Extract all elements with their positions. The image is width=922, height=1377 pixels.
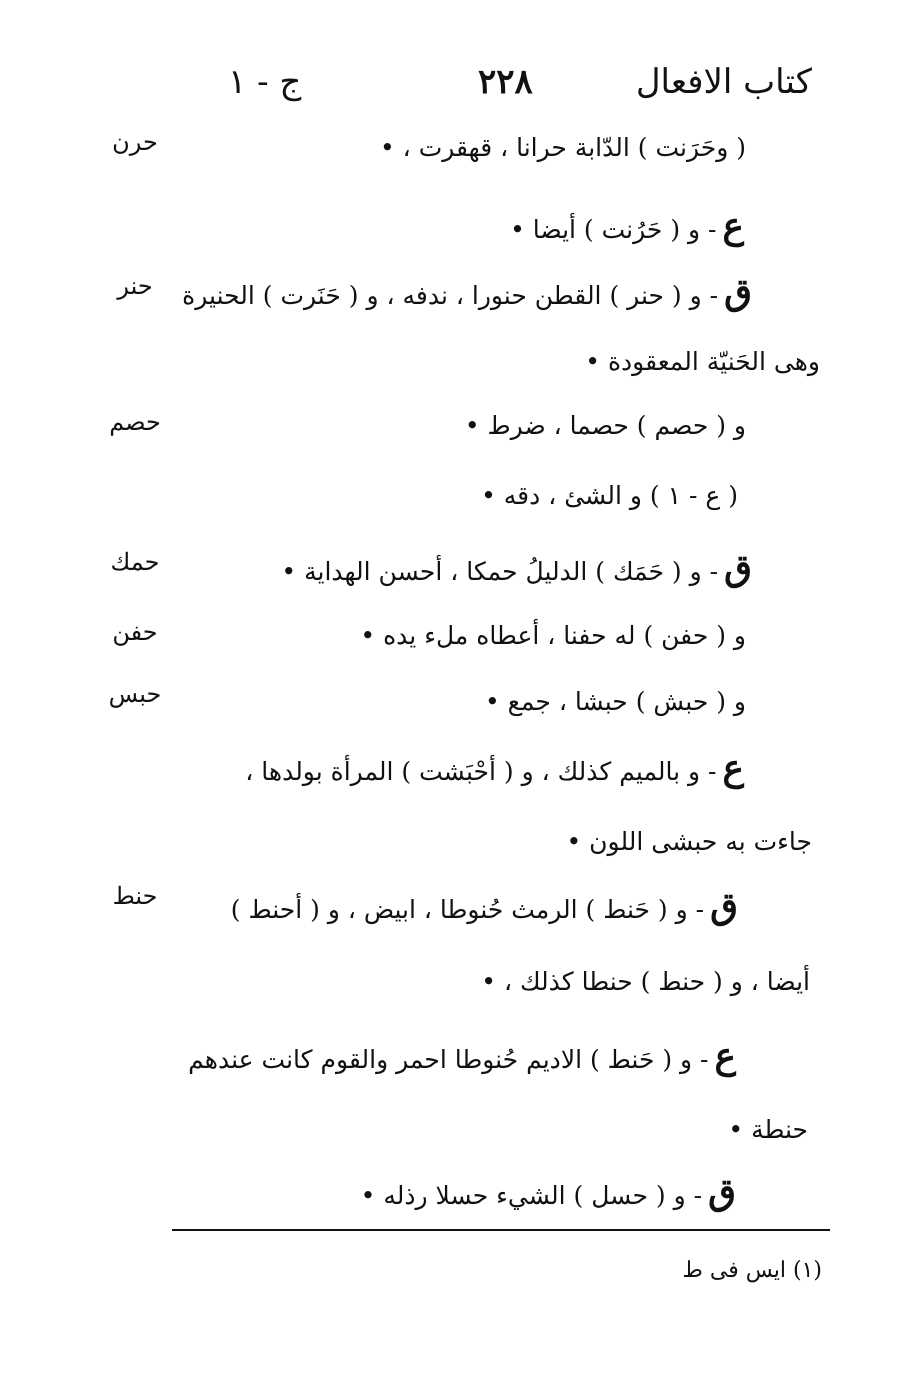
entry-text: و ( حفن ) له حفنا ، أعطاه ملء يده • [360,621,746,650]
entry-mark: ق [710,885,738,927]
root-word: حصم [109,408,161,436]
root-word [100,954,170,994]
entry-text: ( ع - ١ ) و الشئ ، دقه • [481,481,738,510]
entry-mark: ق [708,1171,736,1213]
page-number: ٢٢٨ [478,62,533,102]
root-word: حفن [112,618,158,646]
entry-line [566,818,818,858]
root-word [100,334,170,374]
root-word: حبس [108,680,162,708]
root-word: حنر [117,272,153,300]
entry-text: - و ( حَرُنت ) أيضا • [510,215,717,244]
footnote-divider [172,1229,830,1231]
root-word: حمك [110,548,160,576]
root-word: حرن [112,128,158,156]
entry-line [465,402,752,442]
entry-line [585,338,826,378]
entry-text: جاءت به حبشى اللون • [566,827,812,856]
entry-mark: ع [722,205,744,247]
entry-line [188,1036,736,1076]
root-word [100,1104,170,1144]
entry-line [245,748,744,788]
entry-line [481,958,816,998]
entry-text: أيضا ، و ( حنط ) حنطا كذلك ، • [481,967,810,996]
entry-mark: ع [714,1035,736,1077]
entry-mark: ق [724,547,752,589]
entry-line [485,678,752,718]
entry-line [361,1172,736,1212]
entry-line [481,472,744,512]
entry-line [281,548,752,588]
entry-text: و ( حصم ) حصما ، ضرط • [464,411,746,440]
entry-text: - و بالميم كذلك ، و ( أحْبَشت ) المرأة بولدها ، [245,757,717,786]
entry-text: - و ( حَنط ) الرمث حُنوطا ، ابيض ، و ( أحنط ) [230,895,705,924]
entry-line [380,124,752,164]
root-word: حنط [112,882,158,910]
entry-text: - و ( حَنط ) الاديم حُنوطا احمر والقوم كانت عندهم [188,1045,709,1074]
footnote: (١) ايس فى ط [682,1258,822,1283]
entry-text: - و ( حَمَك ) الدليلُ حمكا ، أحسن الهداية • [281,557,719,586]
book-title: كتاب الافعال [635,62,812,102]
entry-line [728,1106,814,1146]
entry-text: حنطة • [728,1115,808,1144]
entry-text: وهى الحَنيّة المعقودة • [585,347,820,376]
root-word [100,1168,170,1208]
root-word [100,1030,170,1070]
root-word [100,818,170,858]
entry-line [360,612,752,652]
root-word [100,202,170,242]
entry-text: ( وحَرَنت ) الدّابة حرانا ، قهقرت ، • [379,133,746,162]
entry-mark: ع [722,747,744,789]
entry-text: - و ( حسل ) الشيء حسلا رذله • [360,1181,703,1210]
entry-line [182,272,752,312]
root-word [100,744,170,784]
entry-text: و ( حبش ) حبشا ، جمع • [484,687,746,716]
entry-text: - و ( حنر ) القطن حنورا ، ندفه ، و ( حَنَرت ) الحنيرة [182,281,719,310]
entry-mark: ق [724,271,752,313]
entry-line [231,886,738,926]
root-word [100,470,170,510]
volume-label: ج - ١ [228,62,302,102]
entry-line [510,206,744,246]
